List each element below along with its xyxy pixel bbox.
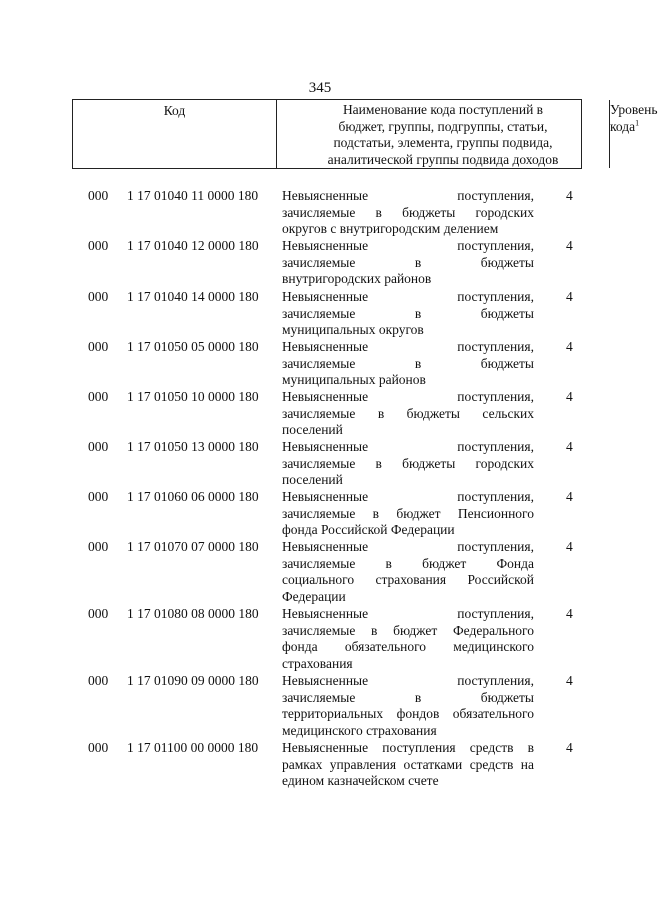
row-prefix: 000 [88, 673, 109, 688]
row-level: 4 [566, 339, 573, 354]
row-code: 1 17 01040 12 0000 180 [127, 238, 259, 253]
row-name-line: поселений [282, 422, 343, 437]
row-name-line: зачисляемые в бюджеты [282, 355, 534, 371]
row-name-line: зачисляемые в бюджеты сельских [282, 405, 534, 421]
row-name-line: зачисляемые в бюджеты [282, 254, 534, 270]
row-name-line: зачисляемые в бюджет Пенсионного [282, 505, 534, 521]
row-name-line: Невыясненные поступления, [282, 606, 534, 621]
row-name-line: медицинского страхования [282, 722, 437, 738]
row-name-line: Невыясненные поступления, [282, 539, 534, 554]
row-name-line: Невыясненные поступления, [282, 389, 534, 404]
row-name-line: зачисляемые в бюджеты [282, 689, 534, 705]
row-name-line: муниципальных округов [282, 322, 424, 337]
row-name-line: фонда Российской Федерации [282, 522, 455, 537]
row-prefix: 000 [88, 740, 109, 755]
row-name [282, 740, 534, 790]
row-code: 1 17 01050 05 0000 180 [127, 339, 259, 354]
row-prefix: 000 [88, 606, 109, 621]
row-name-line: Невыясненные поступления, [282, 439, 534, 454]
header-name-line: подстатьи, элемента, группы подвида, [333, 135, 553, 150]
row-level: 4 [566, 489, 573, 504]
row-name-line: Невыясненные поступления, [282, 289, 534, 304]
header-code: Код [73, 100, 277, 168]
row-prefix: 000 [88, 539, 109, 554]
row-prefix: 000 [88, 289, 109, 304]
row-code: 1 17 01050 13 0000 180 [127, 439, 259, 454]
row-name-line: рамках управления остатками средств на [282, 756, 534, 772]
row-code: 1 17 01040 11 0000 180 [127, 188, 259, 203]
row-prefix: 000 [88, 188, 109, 203]
row-name [282, 339, 534, 389]
row-level: 4 [566, 740, 573, 755]
row-code: 1 17 01070 07 0000 180 [127, 539, 259, 554]
row-level: 4 [566, 238, 573, 253]
row-name-line: Невыясненные поступления, [282, 238, 534, 253]
table-header [72, 99, 658, 169]
header-level-footnote: 1 [635, 118, 640, 127]
row-prefix: 000 [88, 439, 109, 454]
header-name-line: аналитической группы подвида доходов [327, 151, 559, 167]
header-level-text: кода [610, 118, 636, 134]
row-level: 4 [566, 606, 573, 621]
row-name-line: зачисляемые в бюджеты городских [282, 455, 534, 471]
row-name-line: Невыясненные поступления, [282, 673, 534, 688]
row-level: 4 [566, 673, 573, 688]
row-name [282, 606, 534, 672]
header-name [277, 100, 610, 168]
row-level: 4 [566, 389, 573, 404]
row-name-line: поселений [282, 472, 343, 487]
page-number: 345 [308, 80, 332, 96]
row-code: 1 17 01100 00 0000 180 [127, 740, 259, 755]
row-name-line: Невыясненные поступления, [282, 339, 534, 354]
row-name-line: зачисляемые в бюджет Федерального [282, 622, 534, 638]
row-name-line: едином казначейском счете [282, 773, 439, 788]
row-name-line: зачисляемые в бюджет Фонда [282, 555, 534, 571]
header-level: Уровень кода$^1$ [610, 102, 658, 134]
row-name-line: Федерации [282, 588, 346, 604]
row-prefix: 000 [88, 389, 109, 404]
row-code: 1 17 01080 08 0000 180 [127, 606, 259, 621]
row-code: 1 17 01090 09 0000 180 [127, 673, 259, 688]
row-name-line: Невыясненные поступления средств в [282, 740, 534, 755]
row-name [282, 539, 534, 605]
row-level: 4 [566, 539, 573, 554]
row-name-line: зачисляемые в бюджеты городских [282, 204, 534, 220]
row-name-line: территориальных фондов обязательного [282, 706, 534, 721]
row-level: 4 [566, 289, 573, 304]
row-prefix: 000 [88, 238, 109, 253]
row-name-line: внутригородских районов [282, 271, 432, 286]
row-name [282, 238, 534, 288]
row-name-line: Невыясненные поступления, [282, 489, 534, 504]
row-name-line: страхования [282, 655, 353, 671]
row-name [282, 489, 534, 539]
row-code: 1 17 01050 10 0000 180 [127, 389, 259, 404]
row-name [282, 439, 534, 489]
row-name [282, 289, 534, 339]
row-code: 1 17 01060 06 0000 180 [127, 489, 259, 504]
row-name-line: зачисляемые в бюджеты [282, 305, 534, 321]
row-prefix: 000 [88, 489, 109, 504]
row-name-line: фонда обязательного медицинского [282, 639, 534, 654]
row-name-line: округов с внутригородским делением [282, 221, 499, 236]
row-level: 4 [566, 439, 573, 454]
row-name-line: муниципальных районов [282, 372, 426, 387]
header-name-line: бюджет, группы, подгруппы, статьи, [338, 118, 548, 134]
header-name-line: Наименование кода поступлений в [342, 102, 544, 117]
row-name-line: Невыясненные поступления, [282, 188, 534, 203]
row-name [282, 389, 534, 439]
row-prefix: 000 [88, 339, 109, 354]
row-code: 1 17 01040 14 0000 180 [127, 289, 259, 304]
row-name [282, 188, 534, 238]
row-name [282, 673, 534, 739]
row-name-line: социального страхования Российской [282, 572, 534, 587]
row-level: 4 [566, 188, 573, 203]
